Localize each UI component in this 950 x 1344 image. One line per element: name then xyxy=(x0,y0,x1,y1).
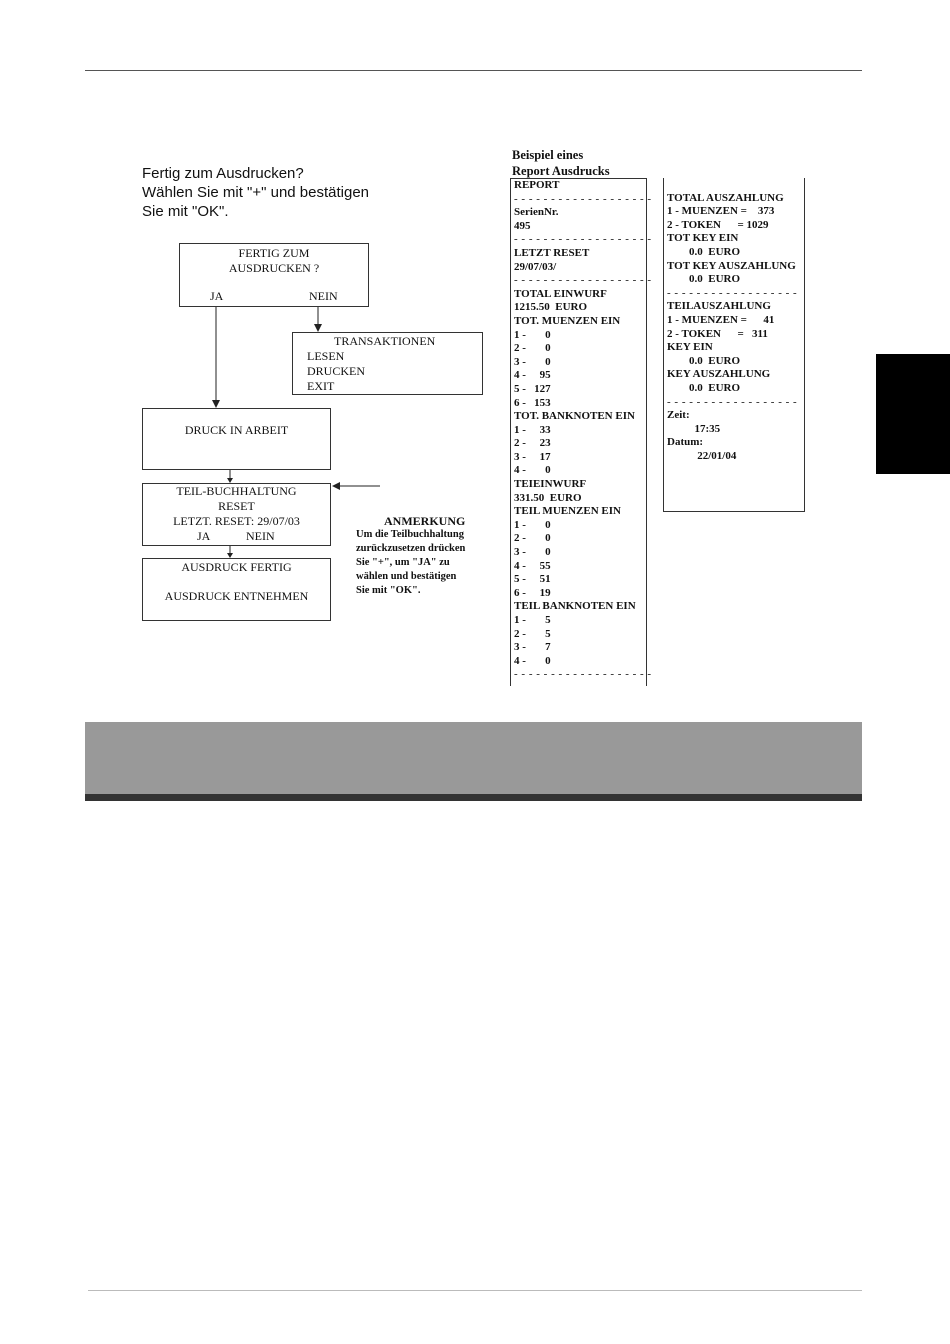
receipt-line: SerienNr. xyxy=(514,206,559,219)
note-title: ANMERKUNG xyxy=(384,514,466,528)
arrowhead-icon xyxy=(227,478,233,483)
note-line: wählen und bestätigen xyxy=(356,571,457,582)
receipt-line: TOT KEY AUSZAHLUNG xyxy=(667,259,796,272)
footer-rule xyxy=(88,1290,862,1291)
report-heading xyxy=(512,147,610,179)
receipt-line: TOTAL EINWURF xyxy=(514,287,607,300)
receipt-line: 2 - 23 xyxy=(514,437,551,450)
report-heading-line: Report Ausdrucks xyxy=(512,164,610,178)
receipt-line: TEIL BANKNOTEN EIN xyxy=(514,600,636,613)
receipt-line: 0.0 EURO xyxy=(667,245,741,258)
receipt-line: 4 - 55 xyxy=(514,559,551,572)
note-line: Um die Teilbuchhaltung xyxy=(356,529,464,540)
receipt-line: 17:35 xyxy=(667,422,721,435)
note-line: Sie "+", um "JA" zu xyxy=(356,557,450,568)
receipt-line: TEIEINWURF xyxy=(514,478,587,491)
receipt-line: 6 - 19 xyxy=(514,586,551,599)
reset-line-1: TEIL-BUCHHALTUNG xyxy=(176,484,297,498)
receipt-line: 2 - 0 xyxy=(514,342,551,355)
transactions-item: EXIT xyxy=(307,379,335,393)
receipt-line: TOT KEY EIN xyxy=(667,232,739,245)
done-line-1: AUSDRUCK FERTIG xyxy=(181,560,292,574)
receipt-line: TEILAUSZAHLUNG xyxy=(667,300,771,313)
receipt-left xyxy=(510,178,652,686)
receipt-line: 4 - 95 xyxy=(514,369,551,382)
receipt-separator: - - - - - - - - - - - - - - - - - - - xyxy=(514,233,652,246)
receipt-line: 2 - TOKEN = 311 xyxy=(667,327,768,340)
receipt-line: 29/07/03/ xyxy=(514,260,557,273)
receipt-separator: - - - - - - - - - - - - - - - - - - xyxy=(667,395,798,408)
transactions-title: TRANSAKTIONEN xyxy=(334,334,436,348)
intro-line: Sie mit "OK". xyxy=(142,203,229,220)
receipt-line: 331.50 EURO xyxy=(514,491,582,504)
arrowhead-icon xyxy=(212,400,220,408)
receipt-line: 0.0 EURO xyxy=(667,381,741,394)
receipt-line: TOT. MUENZEN EIN xyxy=(514,314,621,327)
receipt-line: Zeit: xyxy=(667,409,690,422)
ready-no-option: NEIN xyxy=(309,289,338,303)
transactions-item: LESEN xyxy=(307,349,345,363)
transactions-item: DRUCKEN xyxy=(307,364,366,378)
receipt-line: 3 - 0 xyxy=(514,546,551,559)
receipt-line xyxy=(664,178,804,192)
reset-yes-option: JA xyxy=(197,529,211,543)
receipt-line: 3 - 17 xyxy=(514,450,551,463)
receipt-line: LETZT RESET xyxy=(514,246,590,259)
receipt-line: 0.0 EURO xyxy=(667,354,741,367)
receipt-line: 1 - 0 xyxy=(514,518,551,531)
receipt-line: 495 xyxy=(514,219,531,232)
receipt-line: 4 - 0 xyxy=(514,654,551,667)
reset-no-option: NEIN xyxy=(246,529,275,543)
receipt-line: TEIL MUENZEN EIN xyxy=(514,505,621,518)
receipt-separator: - - - - - - - - - - - - - - - - - - - xyxy=(514,192,652,205)
receipt-line: 1 - MUENZEN = 41 xyxy=(667,313,775,326)
receipt-separator: - - - - - - - - - - - - - - - - - - - xyxy=(514,274,652,287)
receipt-line: 1 - 5 xyxy=(514,614,551,626)
note-line: Sie mit "OK". xyxy=(356,585,421,596)
receipt-line: 1 - 0 xyxy=(514,328,551,341)
receipt-line: KEY EIN xyxy=(667,341,713,354)
receipt-line: 4 - 0 xyxy=(514,464,551,477)
receipt-line: KEY AUSZAHLUNG xyxy=(667,368,771,381)
receipt-right xyxy=(663,178,805,512)
receipt-line: REPORT xyxy=(514,179,560,191)
receipt-line: 3 - 7 xyxy=(514,641,551,654)
receipt-line: 22/01/04 xyxy=(667,449,737,462)
arrowhead-icon xyxy=(314,324,322,332)
section-banner-edge xyxy=(85,794,862,801)
receipt-line: 2 - 5 xyxy=(514,627,551,640)
receipt-line: 5 - 127 xyxy=(514,382,551,395)
receipt-separator: - - - - - - - - - - - - - - - - - - xyxy=(667,286,798,299)
receipt-line: Datum: xyxy=(667,436,704,449)
ready-line-2: AUSDRUCKEN ? xyxy=(228,261,320,275)
receipt-line: 1 - 33 xyxy=(514,423,551,436)
receipt-line: 3 - 0 xyxy=(514,355,551,368)
receipt-line: 0.0 EURO xyxy=(667,273,741,286)
note-line: zurückzusetzen drücken xyxy=(356,543,466,554)
arrowhead-icon xyxy=(332,482,340,490)
reset-line-3: LETZT. RESET: 29/07/03 xyxy=(173,514,300,528)
report-heading-line: Beispiel eines xyxy=(512,148,584,162)
reset-line-2: RESET xyxy=(218,499,255,513)
receipt-line: 1 - MUENZEN = 373 xyxy=(667,205,775,218)
intro-line: Fertig zum Ausdrucken? xyxy=(142,165,304,182)
chapter-tab xyxy=(876,354,950,474)
note-block xyxy=(356,514,496,598)
printing-text: DRUCK IN ARBEIT xyxy=(184,423,289,437)
receipt-separator: - - - - - - - - - - - - - - - - - - - xyxy=(514,668,652,681)
intro-line: Wählen Sie mit "+" und bestätigen xyxy=(142,184,370,201)
done-line-2: AUSDRUCK ENTNEHMEN xyxy=(164,589,309,603)
section-banner xyxy=(85,722,862,794)
receipt-line: TOTAL AUSZAHLUNG xyxy=(667,191,784,204)
receipt-line: 5 - 51 xyxy=(514,573,551,586)
receipt-line: 2 - TOKEN = 1029 xyxy=(667,218,769,231)
receipt-line: 2 - 0 xyxy=(514,532,551,545)
receipt-line: 6 - 153 xyxy=(514,396,551,409)
ready-line-1: FERTIG ZUM xyxy=(238,246,310,260)
receipt-line: TOT. BANKNOTEN EIN xyxy=(514,410,635,423)
arrowhead-icon xyxy=(227,553,233,558)
ready-yes-option: JA xyxy=(210,289,224,303)
receipt-line: 1215.50 EURO xyxy=(514,301,588,314)
